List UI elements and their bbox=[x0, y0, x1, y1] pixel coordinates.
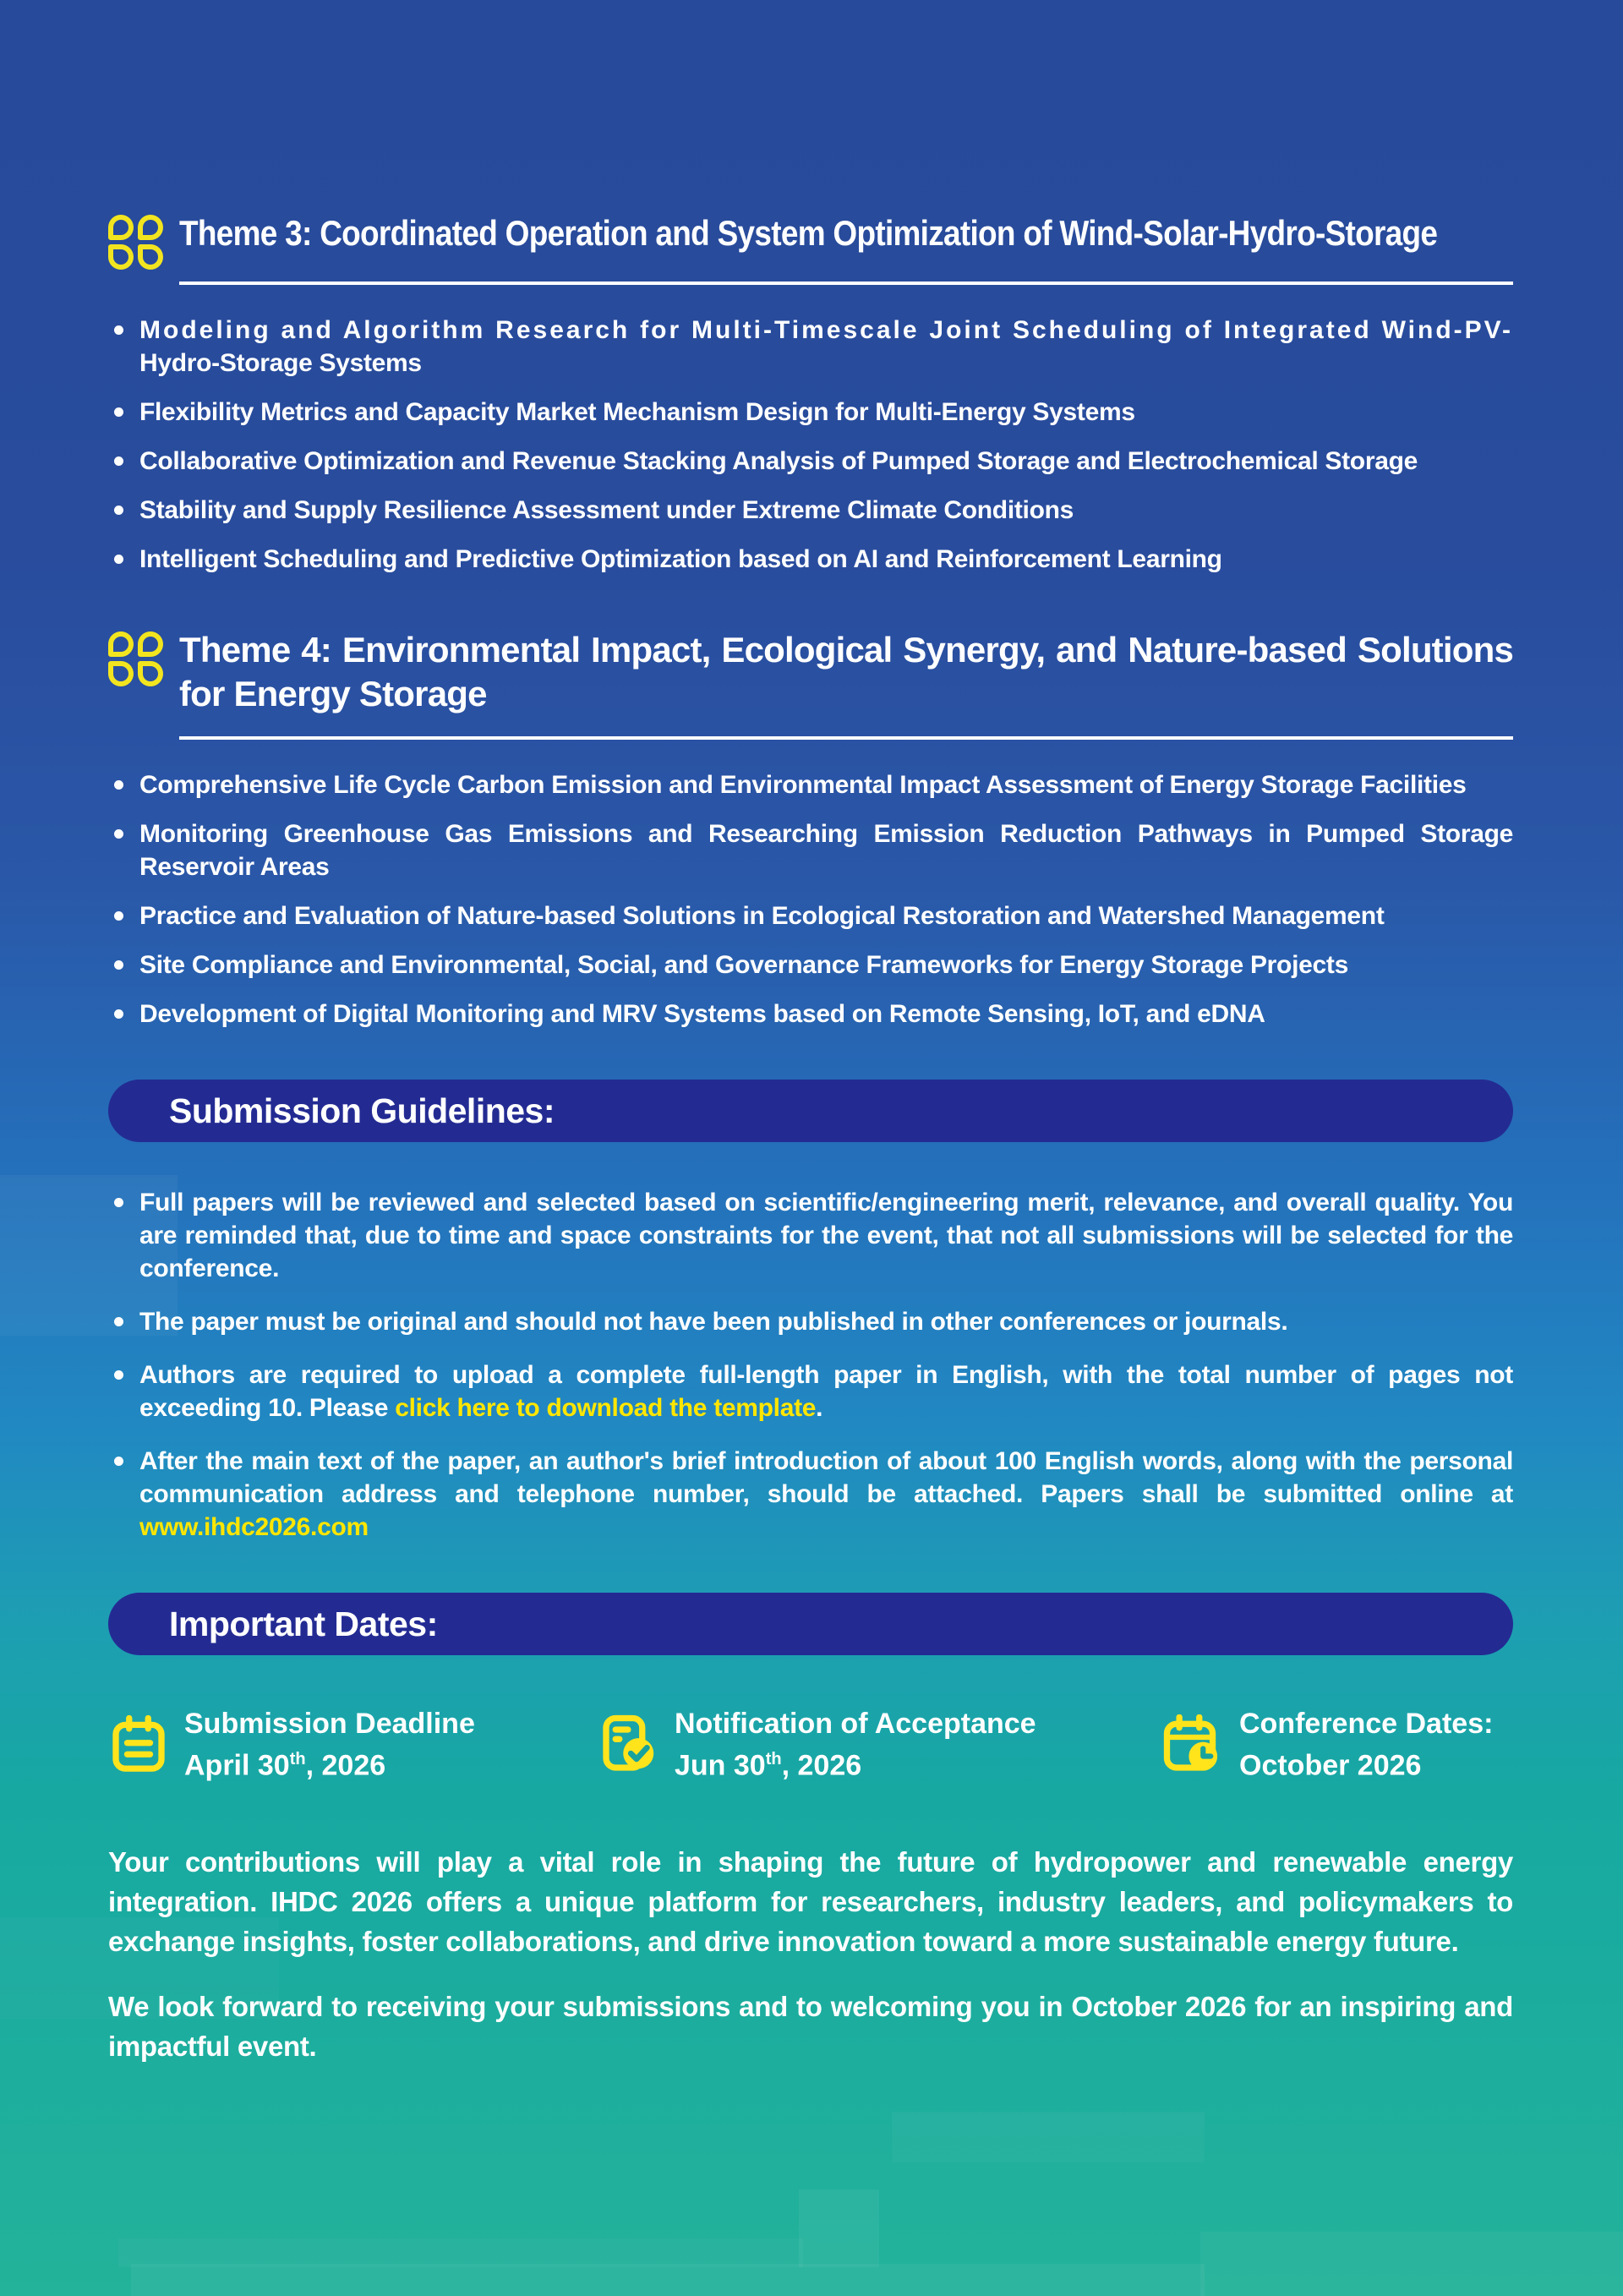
theme4-bullet-list bbox=[108, 768, 1513, 1030]
website-link[interactable]: www.ihdc2026.com bbox=[139, 1513, 369, 1541]
bullet-text: Collaborative Optimization and Revenue Stacking Analysis of Pumped Storage and Electrochemical Storage bbox=[139, 447, 1418, 475]
theme3-header bbox=[108, 211, 1513, 270]
date-label: Notification of Acceptance bbox=[675, 1708, 1036, 1740]
calendar-icon bbox=[108, 1714, 169, 1775]
bullet-text: Development of Digital Monitoring and MRV Systems based on Remote Sensing, IoT, and eDNA bbox=[139, 1000, 1265, 1028]
bullet-text: Authors are required to upload a complete full-length paper in English, with the total number of pages not exceeding 10. Please bbox=[139, 1361, 1513, 1422]
clover-icon bbox=[108, 631, 167, 686]
theme4-header bbox=[108, 628, 1513, 716]
bullet-text: Flexibility Metrics and Capacity Market Mechanism Design for Multi-Energy Systems bbox=[139, 398, 1135, 426]
closing-paragraph: We look forward to receiving your submissions and to welcoming you in October 2026 for an inspiring and impactful event. bbox=[108, 1991, 1513, 2063]
heading-text: Important Dates: bbox=[169, 1604, 438, 1643]
bullet-text: Intelligent Scheduling and Predictive Optimization based on AI and Reinforcement Learning bbox=[139, 545, 1222, 573]
date-label: Submission Deadline bbox=[184, 1708, 475, 1740]
closing-text bbox=[108, 1842, 1513, 2066]
date-value: October 2026 bbox=[1239, 1749, 1422, 1782]
theme3-section bbox=[108, 211, 1513, 576]
bullet-text: Modeling and Algorithm Research for Multi-Timescale Joint Scheduling of Integrated Wind-PV-Hydro-Storage Systems bbox=[139, 316, 1513, 377]
theme3-bullet bbox=[108, 494, 1513, 527]
important-dates-heading bbox=[108, 1593, 1513, 1655]
submission-bullet bbox=[108, 1186, 1513, 1285]
theme4-bullet bbox=[108, 998, 1513, 1030]
theme4-underline bbox=[179, 736, 1513, 740]
important-dates-row bbox=[108, 1708, 1513, 1781]
theme4-section bbox=[108, 628, 1513, 1030]
theme4-bullet bbox=[108, 899, 1513, 932]
document-check-icon bbox=[598, 1714, 659, 1775]
theme4-bullet bbox=[108, 948, 1513, 981]
bullet-text: Site Compliance and Environmental, Social, and Governance Frameworks for Energy Storage Projects bbox=[139, 951, 1348, 979]
submission-guidelines-heading bbox=[108, 1080, 1513, 1142]
bullet-text: . bbox=[816, 1394, 823, 1422]
date-value: Jun 30th, 2026 bbox=[675, 1749, 862, 1782]
date-item-notification bbox=[598, 1708, 1163, 1781]
submission-bullet bbox=[108, 1358, 1513, 1424]
bullet-text: Practice and Evaluation of Nature-based Solutions in Ecological Restoration and Watershed Management bbox=[139, 902, 1385, 930]
theme3-bullet-list bbox=[108, 314, 1513, 576]
bullet-text: Stability and Supply Resilience Assessment under Extreme Climate Conditions bbox=[139, 496, 1074, 524]
bullet-text: Comprehensive Life Cycle Carbon Emission and Environmental Impact Assessment of Energy Storage Facilities bbox=[139, 771, 1467, 799]
theme4-bullet bbox=[108, 817, 1513, 883]
theme4-bullet bbox=[108, 768, 1513, 801]
submission-bullet bbox=[108, 1445, 1513, 1544]
date-item-submission-deadline bbox=[108, 1708, 598, 1781]
theme3-bullet bbox=[108, 396, 1513, 429]
submission-bullet-list bbox=[108, 1186, 1513, 1544]
bullet-text: Monitoring Greenhouse Gas Emissions and Researching Emission Reduction Pathways in Pumped Storage Reservoir Areas bbox=[139, 820, 1513, 881]
date-label: Conference Dates: bbox=[1239, 1708, 1494, 1740]
clover-icon bbox=[108, 215, 167, 270]
template-download-link[interactable]: click here to download the template bbox=[395, 1394, 817, 1422]
bullet-text: After the main text of the paper, an author's brief introduction of about 100 English words, along with the personal communication address and telephone number, should be attached. Papers shall be submitted online at bbox=[139, 1447, 1513, 1508]
bullet-text: The paper must be original and should not have been published in other conferences or journals. bbox=[139, 1308, 1288, 1336]
bullet-text: Full papers will be reviewed and selected based on scientific/engineering merit, relevance, and overall quality. You are reminded that, due to time and space constraints for the event, that not all submissions will be selected for the conference. bbox=[139, 1189, 1513, 1282]
theme3-bullet bbox=[108, 445, 1513, 478]
theme3-underline bbox=[179, 282, 1513, 285]
closing-paragraph: Your contributions will play a vital role in shaping the future of hydropower and renewable energy integration. IHDC 2026 offers a unique platform for researchers, industry leaders, and policymakers to exchange insights, foster collaborations, and drive innovation toward a more sustainable energy future. bbox=[108, 1846, 1513, 1958]
date-item-conference-dates bbox=[1163, 1708, 1513, 1781]
heading-text: Submission Guidelines: bbox=[169, 1091, 555, 1130]
theme4-title: Theme 4: Environmental Impact, Ecological Synergy, and Nature-based Solutions for Energy Storage bbox=[179, 630, 1513, 713]
date-value: April 30th, 2026 bbox=[184, 1749, 386, 1782]
theme3-title: Theme 3: Coordinated Operation and System Optimization of Wind-Solar-Hydro-Storage bbox=[179, 213, 1438, 253]
theme3-bullet bbox=[108, 314, 1513, 380]
submission-bullet bbox=[108, 1305, 1513, 1338]
theme3-bullet bbox=[108, 543, 1513, 576]
calendar-clock-icon bbox=[1163, 1714, 1224, 1775]
